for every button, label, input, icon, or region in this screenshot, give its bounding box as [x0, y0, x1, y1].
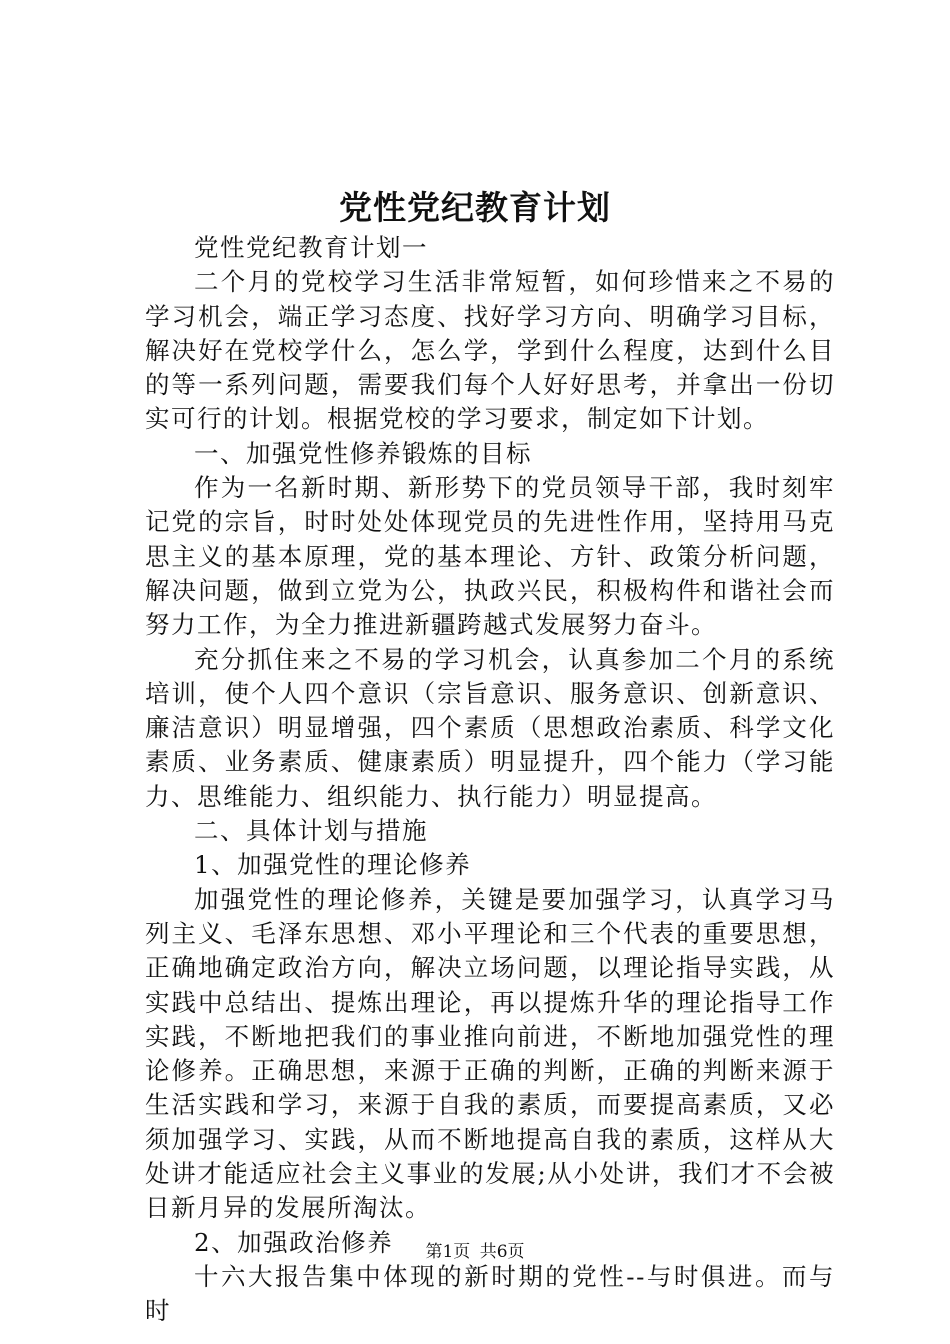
body-paragraph: 作为一名新时期、新形势下的党员领导干部，我时刻牢记党的宗旨，时时处处体现党员的先进性作用，坚持用马克思主义的基本原理，党的基本理论、方针、政策分析问题，解决问题，做到立党为公，执政兴民，积极构件和谐社会而努力工作，为全力推进新疆跨越式发展努力奋斗。: [145, 473, 835, 640]
body-paragraph: 二个月的党校学习生活非常短暂，如何珍惜来之不易的学习机会，端正学习态度、找好学习方向、明确学习目标，解决好在党校学什么，怎么学，学到什么程度，达到什么目的等一系列问题，需要我们每个人好好思考，并拿出一份切实可行的计划。根据党校的学习要求，制定如下计划。: [145, 267, 835, 434]
subsection-heading: 2、加强政治修养: [194, 1227, 394, 1257]
body-paragraph: 加强党性的理论修养，关键是要加强学习，认真学习马列主义、毛泽东思想、邓小平理论和三个代表的重要思想，正确地确定政治方向，解决立场问题，以理论指导实践，从实践中总结出、提炼出理论，再以提炼升华的理论指导工作实践，不断地把我们的事业推向前进，不断地加强党性的理论修养。正确思想，来源于正确的判断，正确的判断来源于生活实践和学习，来源于自我的素质，而要提高素质，又必须加强学习、实践，从而不断地提高自我的素质，这样从大处讲才能适应社会主义事业的发展;从小处讲，我们才不会被日新月异的发展所淘汰。: [145, 884, 835, 1223]
section-heading: 一、加强党性修养锻炼的目标: [194, 438, 532, 468]
document-title: 党性党纪教育计划: [339, 188, 611, 227]
subtitle-paragraph: 党性党纪教育计划一: [194, 233, 428, 262]
section-heading: 二、具体计划与措施: [194, 816, 428, 846]
page-total: 共6页: [479, 1242, 525, 1262]
page-footer: [0, 1240, 950, 1264]
page-number: 第1页: [425, 1242, 471, 1262]
body-paragraph: 十六大报告集中体现的新时期的党性--与时俱进。而与时: [145, 1261, 835, 1326]
document-body: [145, 231, 835, 1329]
body-paragraph: 充分抓住来之不易的学习机会，认真参加二个月的系统培训，使个人四个意识（宗旨意识、服务意识、创新意识、廉洁意识）明显增强，四个素质（思想政治素质、科学文化素质、业务素质、健康素质）明显提升，四个能力（学习能力、思维能力、组织能力、执行能力）明显提高。: [145, 644, 835, 811]
subsection-heading: 1、加强党性的理论修养: [194, 850, 472, 880]
